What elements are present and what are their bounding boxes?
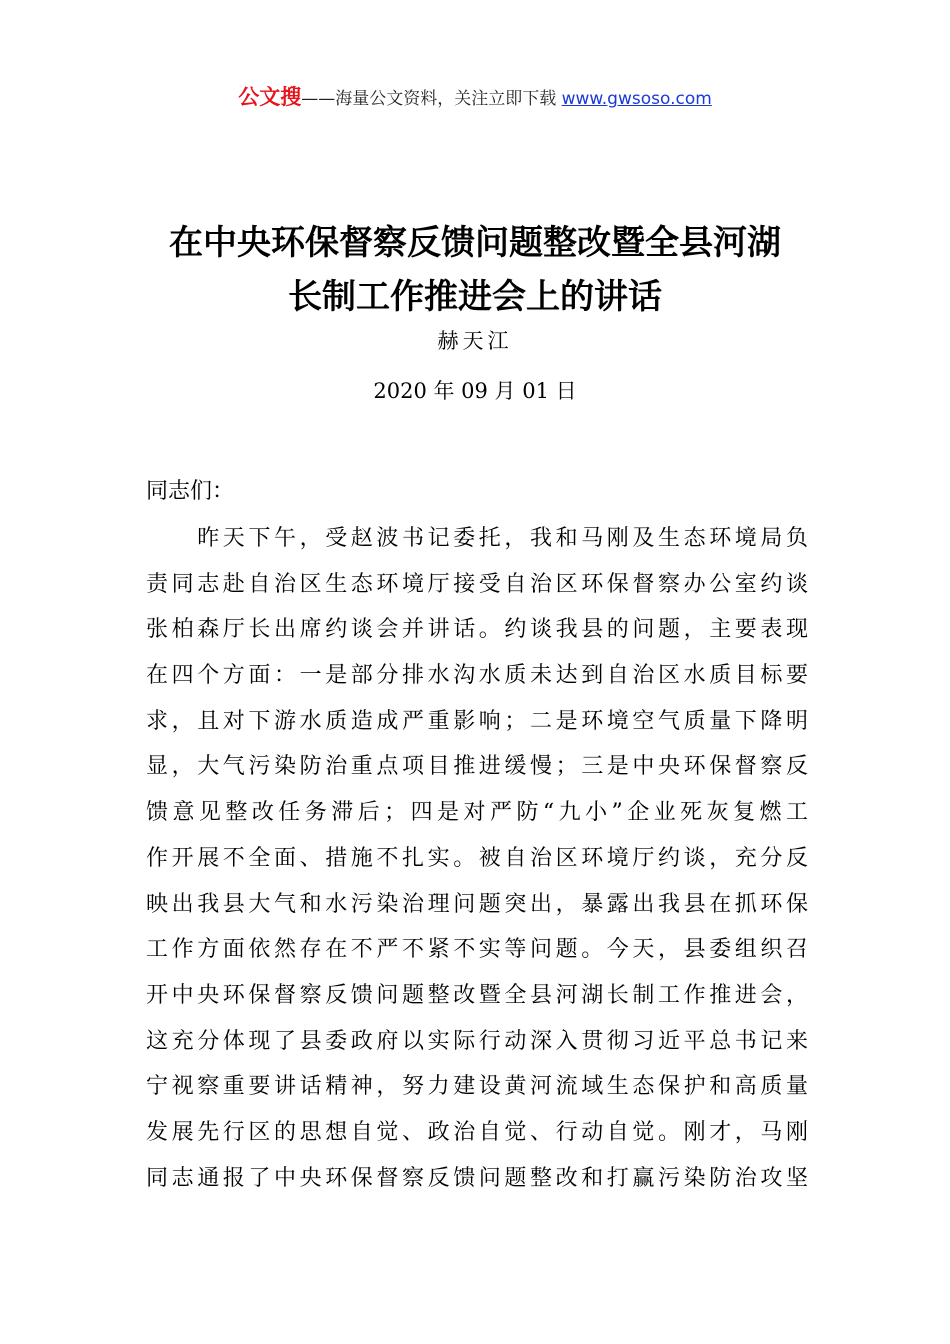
body-line: 宁视察重要讲话精神，努力建设黄河流域生态保护和高质量 bbox=[146, 1074, 808, 1100]
body-line: 在四个方面：一是部分排水沟水质未达到自治区水质目标要 bbox=[146, 663, 808, 689]
body-line: 发展先行区的思想自觉、政治自觉、行动自觉。刚才，马刚 bbox=[146, 1119, 808, 1145]
salutation: 同志们： bbox=[146, 479, 235, 504]
body-line: 开中央环保督察反馈问题整改暨全县河湖长制工作推进会， bbox=[146, 982, 808, 1008]
body-line: 责同志赴自治区生态环境厅接受自治区环保督察办公室约谈 bbox=[146, 571, 808, 597]
title-line-1: 在中央环保督察反馈问题整改暨全县河湖 bbox=[169, 223, 781, 263]
body-line: 同志通报了中央环保督察反馈问题整改和打赢污染防治攻坚 bbox=[146, 1165, 808, 1191]
body-line: 这充分体现了县委政府以实际行动深入贯彻习近平总书记来 bbox=[146, 1028, 808, 1054]
body-line: 工作方面依然存在不严不紧不实等问题。今天，县委组织召 bbox=[146, 937, 808, 963]
body-paragraph bbox=[146, 516, 808, 1201]
document-date: 2020 年 09 月 01 日 bbox=[373, 379, 577, 403]
promo-header bbox=[0, 82, 950, 114]
document-title bbox=[100, 216, 850, 324]
body-line: 映出我县大气和水污染治理问题突出，暴露出我县在抓环保 bbox=[146, 891, 808, 917]
brand-logo-text: 公文搜 bbox=[238, 85, 302, 109]
body-line: 馈意见整改任务滞后；四是对严防“九小”企业死灰复燃工 bbox=[146, 800, 808, 826]
website-link[interactable]: www.gwsoso.com bbox=[561, 89, 712, 109]
body-line: 求，且对下游水质造成严重影响；二是环境空气质量下降明 bbox=[146, 708, 808, 734]
author-name: 赫天江 bbox=[437, 329, 513, 353]
body-line: 显，大气污染防治重点项目推进缓慢；三是中央环保督察反 bbox=[146, 754, 808, 780]
body-line: 作开展不全面、措施不扎实。被自治区环境厅约谈，充分反 bbox=[146, 845, 808, 871]
title-line-2: 长制工作推进会上的讲话 bbox=[288, 277, 662, 317]
body-line: 张柏森厅长出席约谈会并讲话。约谈我县的问题，主要表现 bbox=[146, 617, 808, 643]
body-line: 昨天下午，受赵波书记委托，我和马刚及生态环境局负 bbox=[146, 526, 808, 551]
header-tagline: ——海量公文资料，关注立即下载 bbox=[301, 89, 557, 109]
